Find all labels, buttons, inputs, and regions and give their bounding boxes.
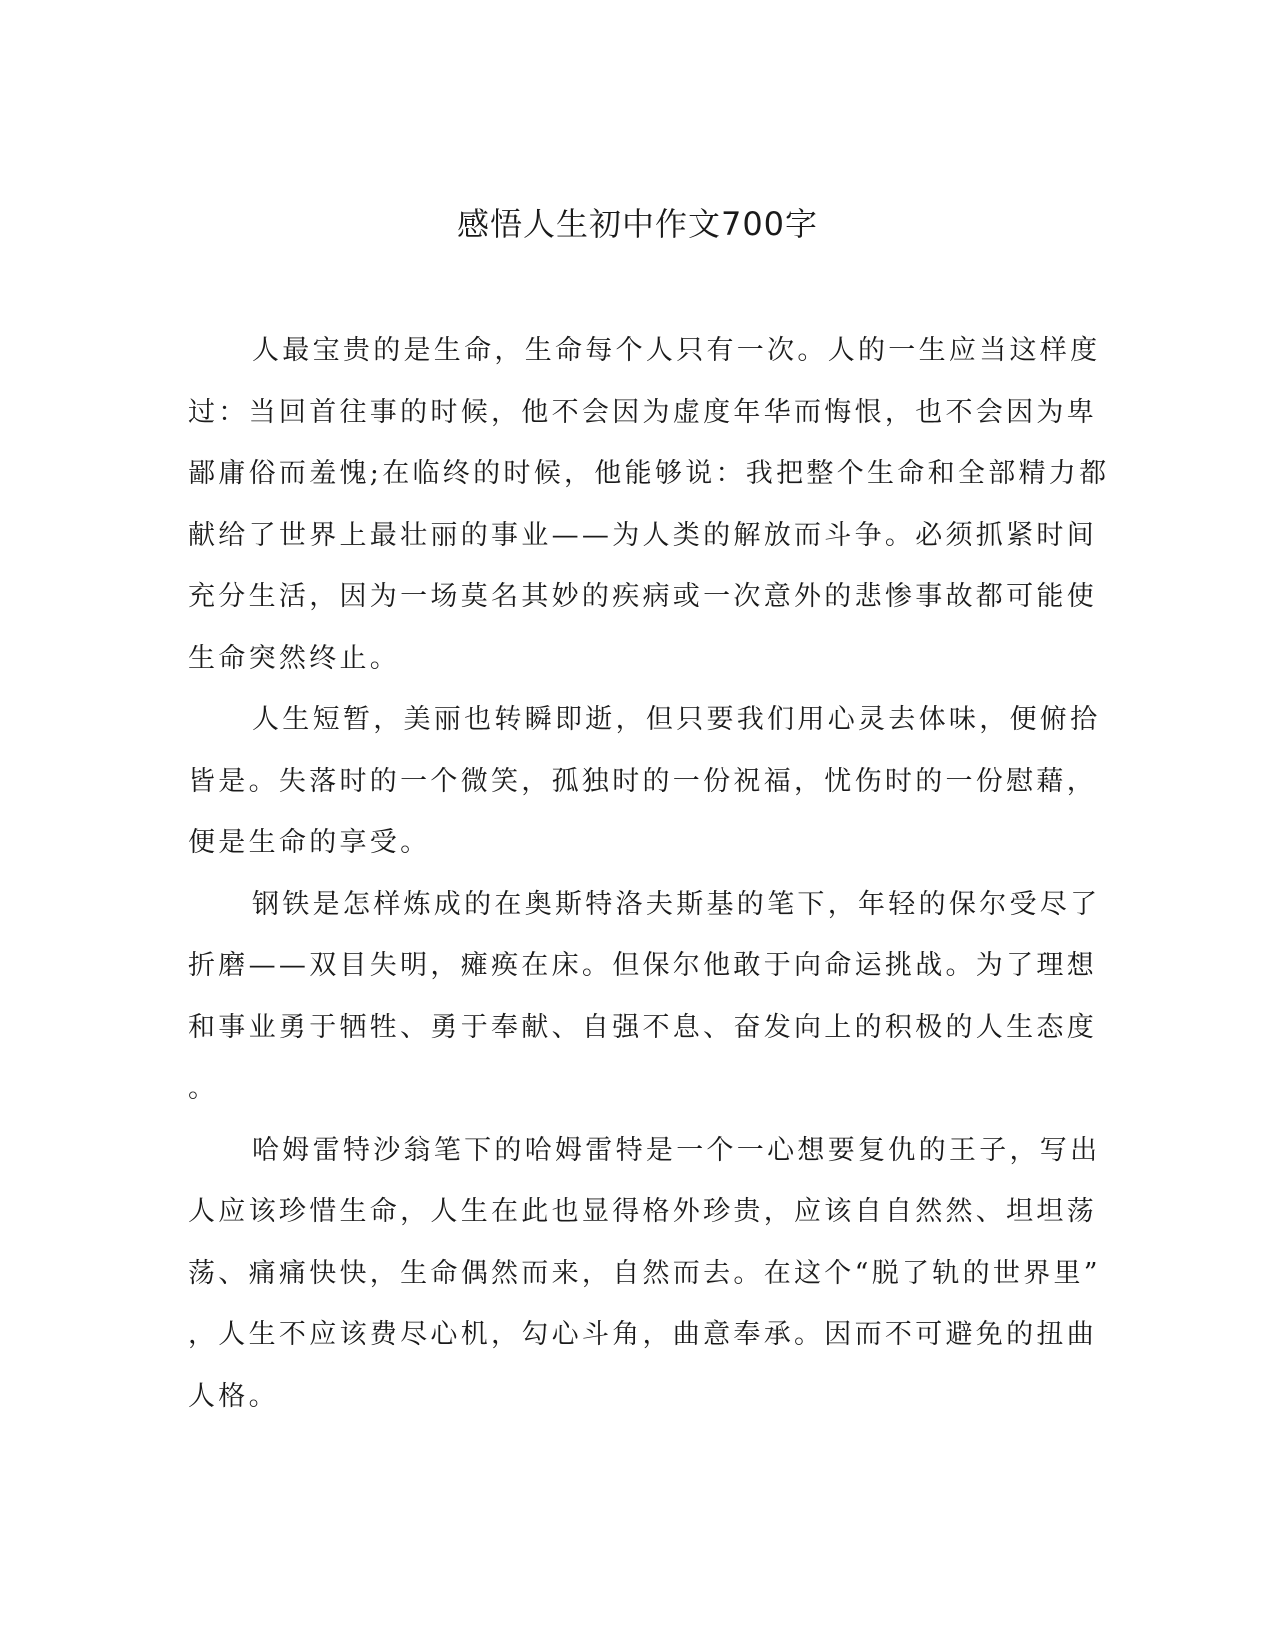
paragraph-line: 荡、痛痛快快，生命偶然而来，自然而去。在这个“脱了轨的世界里” xyxy=(188,1257,1101,1289)
paragraph-line: 。 xyxy=(188,1073,219,1104)
paragraph-line: 人格。 xyxy=(188,1380,279,1412)
paragraph-line: 便是生命的享受。 xyxy=(188,827,431,858)
document-title: 感悟人生初中作文700字 xyxy=(456,205,819,243)
paragraph-line: 和事业勇于牺牲、勇于奉献、自强不息、奋发向上的积极的人生态度 xyxy=(188,1011,1097,1043)
paragraph-line: 充分生活，因为一场莫名其妙的疾病或一次意外的悲惨事故都可能使 xyxy=(188,581,1097,612)
paragraph-line: 生命突然终止。 xyxy=(188,642,401,674)
document-body xyxy=(188,320,1110,1427)
paragraph-3 xyxy=(188,874,1101,1120)
paragraph-line: 钢铁是怎样炼成的在奥斯特洛夫斯基的笔下，年轻的保尔受尽了 xyxy=(252,888,1101,920)
paragraph-line: 折磨——双目失明，瘫痪在床。但保尔他敢于向命运挑战。为了理想 xyxy=(188,950,1097,981)
paragraph-2 xyxy=(188,689,1101,874)
paragraph-line: 人最宝贵的是生命，生命每个人只有一次。人的一生应当这样度 xyxy=(252,335,1101,366)
paragraph-line: 人应该珍惜生命，人生在此也显得格外珍贵，应该自自然然、坦坦荡 xyxy=(188,1196,1097,1227)
paragraph-line: 过：当回首往事的时候，他不会因为虚度年华而悔恨，也不会因为卑 xyxy=(188,396,1097,428)
paragraph-line: 哈姆雷特沙翁笔下的哈姆雷特是一个一心想要复仇的王子，写出 xyxy=(252,1134,1101,1166)
paragraph-line: 献给了世界上最壮丽的事业——为人类的解放而斗争。必须抓紧时间 xyxy=(188,519,1097,551)
paragraph-line: ，人生不应该费尽心机，勾心斗角，曲意奉承。因而不可避免的扭曲 xyxy=(188,1319,1097,1350)
paragraph-line: 鄙庸俗而羞愧;在临终的时候，他能够说：我把整个生命和全部精力都 xyxy=(188,458,1110,489)
paragraph-1 xyxy=(188,320,1110,689)
paragraph-4 xyxy=(188,1120,1101,1428)
paragraph-line: 皆是。失落时的一个微笑，孤独时的一份祝福，忧伤时的一份慰藉， xyxy=(188,765,1097,797)
paragraph-line: 人生短暂，美丽也转瞬即逝，但只要我们用心灵去体味，便俯拾 xyxy=(252,704,1101,735)
